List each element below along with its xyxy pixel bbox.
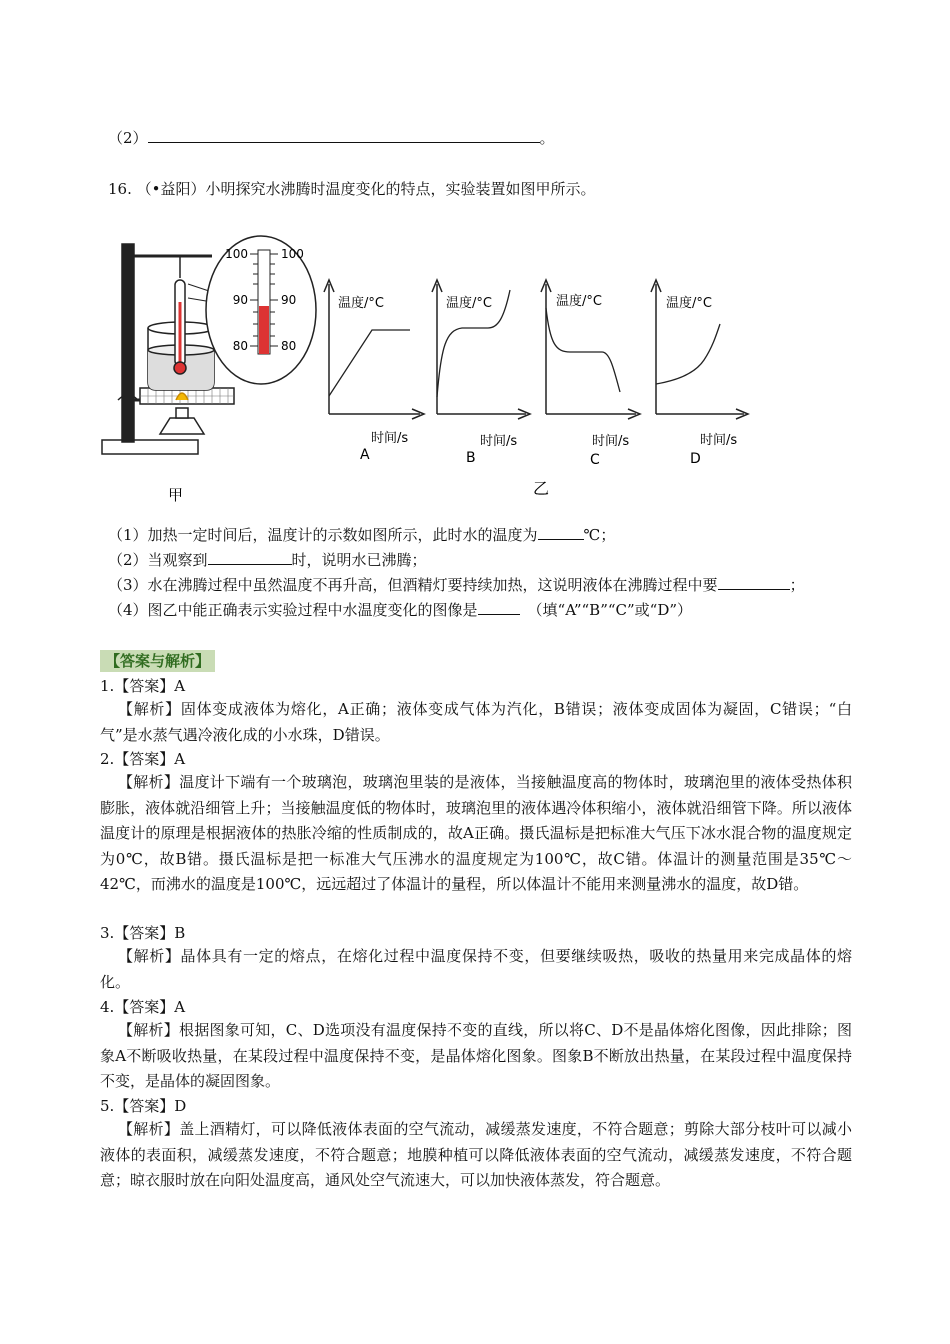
q15-sub2-end: 。 — [539, 129, 555, 147]
answer-3-label: 3.【答案】B — [100, 924, 186, 942]
q16-sub2-blank[interactable] — [208, 550, 292, 565]
q16-sub2-pre: （2）当观察到 — [108, 551, 208, 569]
q16-sub4-blank[interactable] — [478, 600, 520, 615]
tick-100-right: 100 — [281, 247, 304, 261]
thermometer-magnified — [206, 236, 316, 384]
answer-5-label: 5.【答案】D — [100, 1097, 187, 1115]
graph-b-xlabel: 时间/s — [480, 434, 518, 449]
graph-c-letter: C — [590, 452, 600, 468]
graph-a-letter: A — [360, 447, 370, 463]
answer-3-explanation: 【解析】晶体具有一定的熔点，在熔化过程中温度保持不变，但要继续吸热，吸收的热量用来完成晶体的熔化。 — [100, 947, 852, 991]
graph-b — [432, 280, 530, 466]
q16-sub4-post: （填“A”“B”“C”或“D”） — [527, 601, 693, 619]
answer-1-explanation: 【解析】固体变成液体为熔化，A正确；液体变成气体为汽化，B错误；液体变成固体为凝固，C错误；“白气”是水蒸气遇冷液化成的小水珠，D错误。 — [100, 700, 852, 744]
q16-sub1-blank[interactable] — [538, 525, 584, 540]
fig-label-yi: 乙 — [533, 479, 550, 498]
graph-c — [541, 280, 640, 468]
q16-sub3-blank[interactable] — [718, 575, 790, 590]
answer-2-explanation: 【解析】温度计下端有一个玻璃泡，玻璃泡里装的是液体，当接触温度高的物体时，玻璃泡里的液体受热体积膨胀，液体就沿细管上升；当接触温度低的物体时，玻璃泡里的液体遇冷体积缩小，液体就沿细管下降。所以液体温度计的原理是根据液体的热胀冷缩的性质制成的，故A正确。摄氏温标是把标准大气压下冰水混合物的温度规定为0℃，故B错。摄氏温标是把一标准大气压沸水的温度规定为100℃，故C错。体温计的测量范围是35℃～42℃，而沸水的温度是100℃，远远超过了体温计的量程，所以体温计不能用来测量沸水的温度，故D错。 — [100, 773, 852, 893]
answer-1-label: 1.【答案】A — [100, 677, 186, 695]
q16-sub3 — [108, 574, 805, 596]
graph-a-xlabel: 时间/s — [371, 431, 409, 446]
graph-a — [324, 280, 424, 463]
fig-label-jia: 甲 — [168, 486, 184, 504]
q15-sub2-label: （2） — [108, 129, 148, 147]
q16-sub4 — [108, 599, 692, 621]
graph-d — [651, 280, 748, 467]
graph-d-letter: D — [690, 451, 701, 467]
graph-a-ylabel: 温度/°C — [338, 296, 384, 311]
answers-heading: 【答案与解析】 — [100, 650, 215, 672]
q16-sub2 — [108, 549, 427, 571]
q16-title: 16. （•益阳）小明探究水沸腾时温度变化的特点，实验装置如图甲所示。 — [108, 180, 596, 198]
tick-80-left: 80 — [232, 339, 248, 353]
q16-sub1-post: ℃； — [583, 526, 616, 544]
q16-figure — [0, 232, 950, 532]
tick-90-left: 90 — [232, 293, 248, 307]
tick-100-left: 100 — [225, 247, 248, 261]
answer-5-explanation: 【解析】盖上酒精灯，可以降低液体表面的空气流动，减缓蒸发速度，不符合题意；剪除大部分枝叶可以减小液体的表面积，减缓蒸发速度，不符合题意；地膜种植可以降低液体表面的空气流动，减缓蒸发速度，不符合题意；晾衣服时放在向阳处温度高，通风处空气流速大，可以加快液体蒸发，符合题意。 — [100, 1120, 852, 1189]
q16-sub1-pre: （1）加热一定时间后，温度计的示数如图所示，此时水的温度为 — [108, 526, 538, 544]
answer-4-explanation: 【解析】根据图象可知，C、D选项没有温度保持不变的直线，所以将C、D不是晶体熔化图像，因此排除；图象A不断吸收热量，在某段过程中温度保持不变，是晶体熔化图象。图象B不断放出热量，在某段过程中温度保持不变，是晶体的凝固图象。 — [100, 1021, 852, 1090]
graph-d-ylabel: 温度/°C — [666, 296, 712, 311]
q16-sub1 — [108, 524, 615, 546]
q15-sub2-line — [108, 127, 555, 149]
q15-sub2-blank[interactable] — [148, 128, 540, 143]
graph-b-ylabel: 温度/°C — [446, 296, 492, 311]
graph-c-ylabel: 温度/°C — [556, 294, 602, 309]
tick-80-right: 80 — [281, 339, 297, 353]
answer-4-label: 4.【答案】A — [100, 998, 186, 1016]
graph-b-letter: B — [466, 450, 476, 466]
answer-2-label: 2.【答案】A — [100, 750, 186, 768]
graph-c-xlabel: 时间/s — [592, 434, 630, 449]
q16-sub4-pre: （4）图乙中能正确表示实验过程中水温度变化的图像是 — [108, 601, 478, 619]
q16-sub2-post: 时，说明水已沸腾； — [291, 551, 427, 569]
q16-sub3-post: ； — [789, 576, 805, 594]
q16-sub3-pre: （3）水在沸腾过程中虽然温度不再升高，但酒精灯要持续加热，这说明液体在沸腾过程中要 — [108, 576, 718, 594]
graph-d-xlabel: 时间/s — [700, 433, 738, 448]
tick-90-right: 90 — [281, 293, 297, 307]
